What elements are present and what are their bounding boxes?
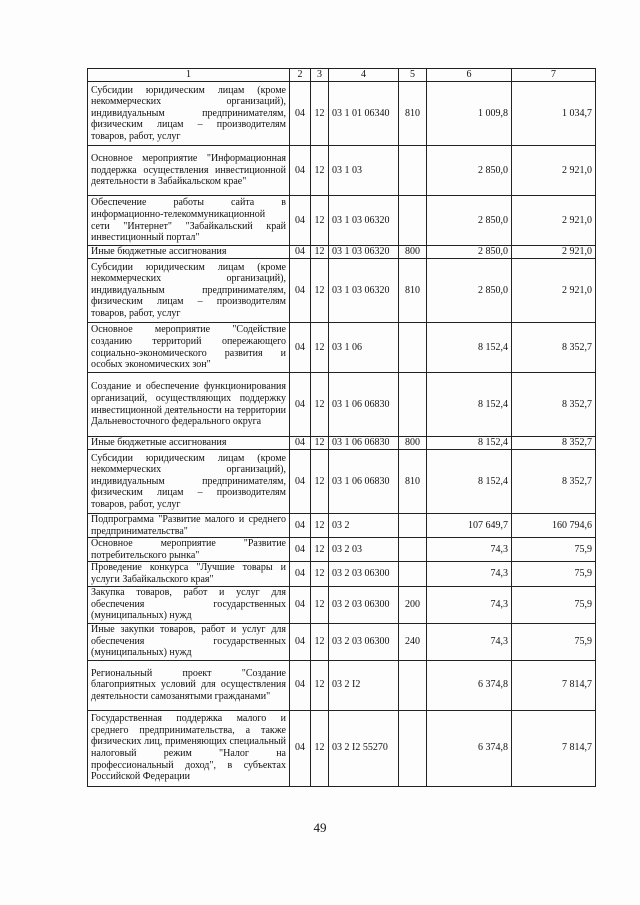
amount-year1-cell: 8 152,4 xyxy=(427,373,512,437)
amount-year1-cell: 107 649,7 xyxy=(427,514,512,538)
table-row xyxy=(88,146,596,196)
target-article-cell: 03 1 03 06320 xyxy=(329,196,399,246)
target-article-cell: 03 2 I2 55270 xyxy=(329,710,399,786)
budget-table xyxy=(87,68,596,787)
expense-type-cell: 810 xyxy=(399,82,427,146)
section-cell: 04 xyxy=(290,660,311,710)
amount-year1-cell: 74,3 xyxy=(427,623,512,660)
subsection-cell: 12 xyxy=(311,562,329,586)
target-article-cell: 03 2 03 06300 xyxy=(329,586,399,623)
header-cell: 4 xyxy=(329,69,399,82)
table-row xyxy=(88,323,596,373)
header-cell: 1 xyxy=(88,69,290,82)
amount-year1-cell: 2 850,0 xyxy=(427,146,512,196)
section-cell: 04 xyxy=(290,623,311,660)
amount-year2-cell: 160 794,6 xyxy=(512,514,596,538)
amount-year2-cell: 7 814,7 xyxy=(512,660,596,710)
header-cell: 6 xyxy=(427,69,512,82)
section-cell: 04 xyxy=(290,323,311,373)
subsection-cell: 12 xyxy=(311,246,329,259)
target-article-cell: 03 1 01 06340 xyxy=(329,82,399,146)
amount-year2-cell: 8 352,7 xyxy=(512,373,596,437)
expense-type-cell: 800 xyxy=(399,437,427,450)
amount-year2-cell: 2 921,0 xyxy=(512,259,596,323)
table-row xyxy=(88,538,596,562)
amount-year2-cell: 75,9 xyxy=(512,586,596,623)
row-name-cell: Иные бюджетные ассигнования xyxy=(88,246,290,259)
target-article-cell: 03 2 I2 xyxy=(329,660,399,710)
expense-type-cell xyxy=(399,562,427,586)
target-article-cell: 03 2 03 06300 xyxy=(329,562,399,586)
expense-type-cell xyxy=(399,373,427,437)
subsection-cell: 12 xyxy=(311,437,329,450)
expense-type-cell xyxy=(399,514,427,538)
amount-year2-cell: 75,9 xyxy=(512,623,596,660)
row-name-cell: Основное мероприятие "Информационная поддержка осуществления инвестиционной деятельности в Забайкальском крае" xyxy=(88,146,290,196)
section-cell: 04 xyxy=(290,196,311,246)
target-article-cell: 03 1 06 06830 xyxy=(329,450,399,514)
table-row xyxy=(88,586,596,623)
target-article-cell: 03 2 xyxy=(329,514,399,538)
subsection-cell: 12 xyxy=(311,660,329,710)
amount-year1-cell: 74,3 xyxy=(427,562,512,586)
section-cell: 04 xyxy=(290,562,311,586)
subsection-cell: 12 xyxy=(311,323,329,373)
subsection-cell: 12 xyxy=(311,623,329,660)
section-cell: 04 xyxy=(290,586,311,623)
table-row xyxy=(88,373,596,437)
section-cell: 04 xyxy=(290,246,311,259)
header-cell: 2 xyxy=(290,69,311,82)
target-article-cell: 03 1 06 06830 xyxy=(329,437,399,450)
subsection-cell: 12 xyxy=(311,586,329,623)
amount-year2-cell: 75,9 xyxy=(512,538,596,562)
row-name-cell: Основное мероприятие "Содействие созданию территорий опережающего социально-экономического развития и особых экономических зон" xyxy=(88,323,290,373)
row-name-cell: Субсидии юридическим лицам (кроме некоммерческих организаций), индивидуальным предпринимателям, физическим лицам – производителям товаров, работ, услуг xyxy=(88,82,290,146)
row-name-cell: Иные бюджетные ассигнования xyxy=(88,437,290,450)
expense-type-cell xyxy=(399,710,427,786)
table-row xyxy=(88,450,596,514)
header-cell: 5 xyxy=(399,69,427,82)
target-article-cell: 03 1 06 xyxy=(329,323,399,373)
expense-type-cell: 810 xyxy=(399,450,427,514)
row-name-cell: Субсидии юридическим лицам (кроме некоммерческих организаций), индивидуальным предпринимателям, физическим лицам – производителям товаров, работ, услуг xyxy=(88,259,290,323)
section-cell: 04 xyxy=(290,437,311,450)
section-cell: 04 xyxy=(290,710,311,786)
amount-year1-cell: 8 152,4 xyxy=(427,450,512,514)
table-row xyxy=(88,259,596,323)
amount-year2-cell: 75,9 xyxy=(512,562,596,586)
amount-year2-cell: 7 814,7 xyxy=(512,710,596,786)
subsection-cell: 12 xyxy=(311,710,329,786)
row-name-cell: Государственная поддержка малого и среднего предпринимательства, а также физических лиц, применяющих специальный налоговый режим "Налог на профессиональный доход", в субъектах Российской Федерации xyxy=(88,710,290,786)
section-cell: 04 xyxy=(290,450,311,514)
amount-year2-cell: 8 352,7 xyxy=(512,437,596,450)
amount-year1-cell: 74,3 xyxy=(427,586,512,623)
row-name-cell: Проведение конкурса "Лучшие товары и услуги Забайкальского края" xyxy=(88,562,290,586)
target-article-cell: 03 2 03 06300 xyxy=(329,623,399,660)
page-number: 49 xyxy=(313,820,327,835)
header-row xyxy=(88,69,596,82)
row-name-cell: Закупка товаров, работ и услуг для обеспечения государственных (муниципальных) нужд xyxy=(88,586,290,623)
amount-year1-cell: 8 152,4 xyxy=(427,437,512,450)
row-name-cell: Субсидии юридическим лицам (кроме некоммерческих организаций), индивидуальным предпринимателям, физическим лицам – производителям товаров, работ, услуг xyxy=(88,450,290,514)
table-row xyxy=(88,514,596,538)
table-row xyxy=(88,196,596,246)
table-row xyxy=(88,246,596,259)
subsection-cell: 12 xyxy=(311,538,329,562)
amount-year2-cell: 8 352,7 xyxy=(512,450,596,514)
expense-type-cell xyxy=(399,196,427,246)
header-cell: 7 xyxy=(512,69,596,82)
row-name-cell: Иные закупки товаров, работ и услуг для обеспечения государственных (муниципальных) нужд xyxy=(88,623,290,660)
expense-type-cell: 200 xyxy=(399,586,427,623)
row-name-cell: Создание и обеспечение функционирования организаций, осуществляющих поддержку инвестиционной деятельности на территории Дальневосточного федерального округа xyxy=(88,373,290,437)
target-article-cell: 03 1 06 06830 xyxy=(329,373,399,437)
section-cell: 04 xyxy=(290,373,311,437)
amount-year1-cell: 6 374,8 xyxy=(427,660,512,710)
subsection-cell: 12 xyxy=(311,146,329,196)
subsection-cell: 12 xyxy=(311,259,329,323)
amount-year1-cell: 2 850,0 xyxy=(427,246,512,259)
table-row xyxy=(88,660,596,710)
target-article-cell: 03 1 03 06320 xyxy=(329,259,399,323)
amount-year1-cell: 2 850,0 xyxy=(427,196,512,246)
table-row xyxy=(88,623,596,660)
table-row xyxy=(88,437,596,450)
amount-year2-cell: 2 921,0 xyxy=(512,146,596,196)
amount-year1-cell: 6 374,8 xyxy=(427,710,512,786)
expense-type-cell: 810 xyxy=(399,259,427,323)
subsection-cell: 12 xyxy=(311,373,329,437)
amount-year2-cell: 2 921,0 xyxy=(512,196,596,246)
amount-year1-cell: 74,3 xyxy=(427,538,512,562)
subsection-cell: 12 xyxy=(311,196,329,246)
table-row xyxy=(88,82,596,146)
target-article-cell: 03 2 03 xyxy=(329,538,399,562)
row-name-cell: Обеспечение работы сайта в информационно-телекоммуникационной сети "Интернет" "Забайкальский край инвестиционный портал" xyxy=(88,196,290,246)
section-cell: 04 xyxy=(290,259,311,323)
expense-type-cell xyxy=(399,538,427,562)
amount-year1-cell: 1 009,8 xyxy=(427,82,512,146)
amount-year1-cell: 8 152,4 xyxy=(427,323,512,373)
table-row xyxy=(88,562,596,586)
header-cell: 3 xyxy=(311,69,329,82)
expense-type-cell: 240 xyxy=(399,623,427,660)
expense-type-cell xyxy=(399,146,427,196)
subsection-cell: 12 xyxy=(311,82,329,146)
row-name-cell: Подпрограмма "Развитие малого и среднего предпринимательства" xyxy=(88,514,290,538)
subsection-cell: 12 xyxy=(311,514,329,538)
expense-type-cell xyxy=(399,323,427,373)
expense-type-cell: 800 xyxy=(399,246,427,259)
section-cell: 04 xyxy=(290,82,311,146)
expense-type-cell xyxy=(399,660,427,710)
table-row xyxy=(88,710,596,786)
amount-year2-cell: 1 034,7 xyxy=(512,82,596,146)
target-article-cell: 03 1 03 xyxy=(329,146,399,196)
section-cell: 04 xyxy=(290,514,311,538)
row-name-cell: Основное мероприятие "Развитие потребительского рынка" xyxy=(88,538,290,562)
section-cell: 04 xyxy=(290,538,311,562)
amount-year2-cell: 2 921,0 xyxy=(512,246,596,259)
section-cell: 04 xyxy=(290,146,311,196)
subsection-cell: 12 xyxy=(311,450,329,514)
row-name-cell: Региональный проект "Создание благоприятных условий для осуществления деятельности самозанятыми гражданами" xyxy=(88,660,290,710)
target-article-cell: 03 1 03 06320 xyxy=(329,246,399,259)
amount-year2-cell: 8 352,7 xyxy=(512,323,596,373)
amount-year1-cell: 2 850,0 xyxy=(427,259,512,323)
